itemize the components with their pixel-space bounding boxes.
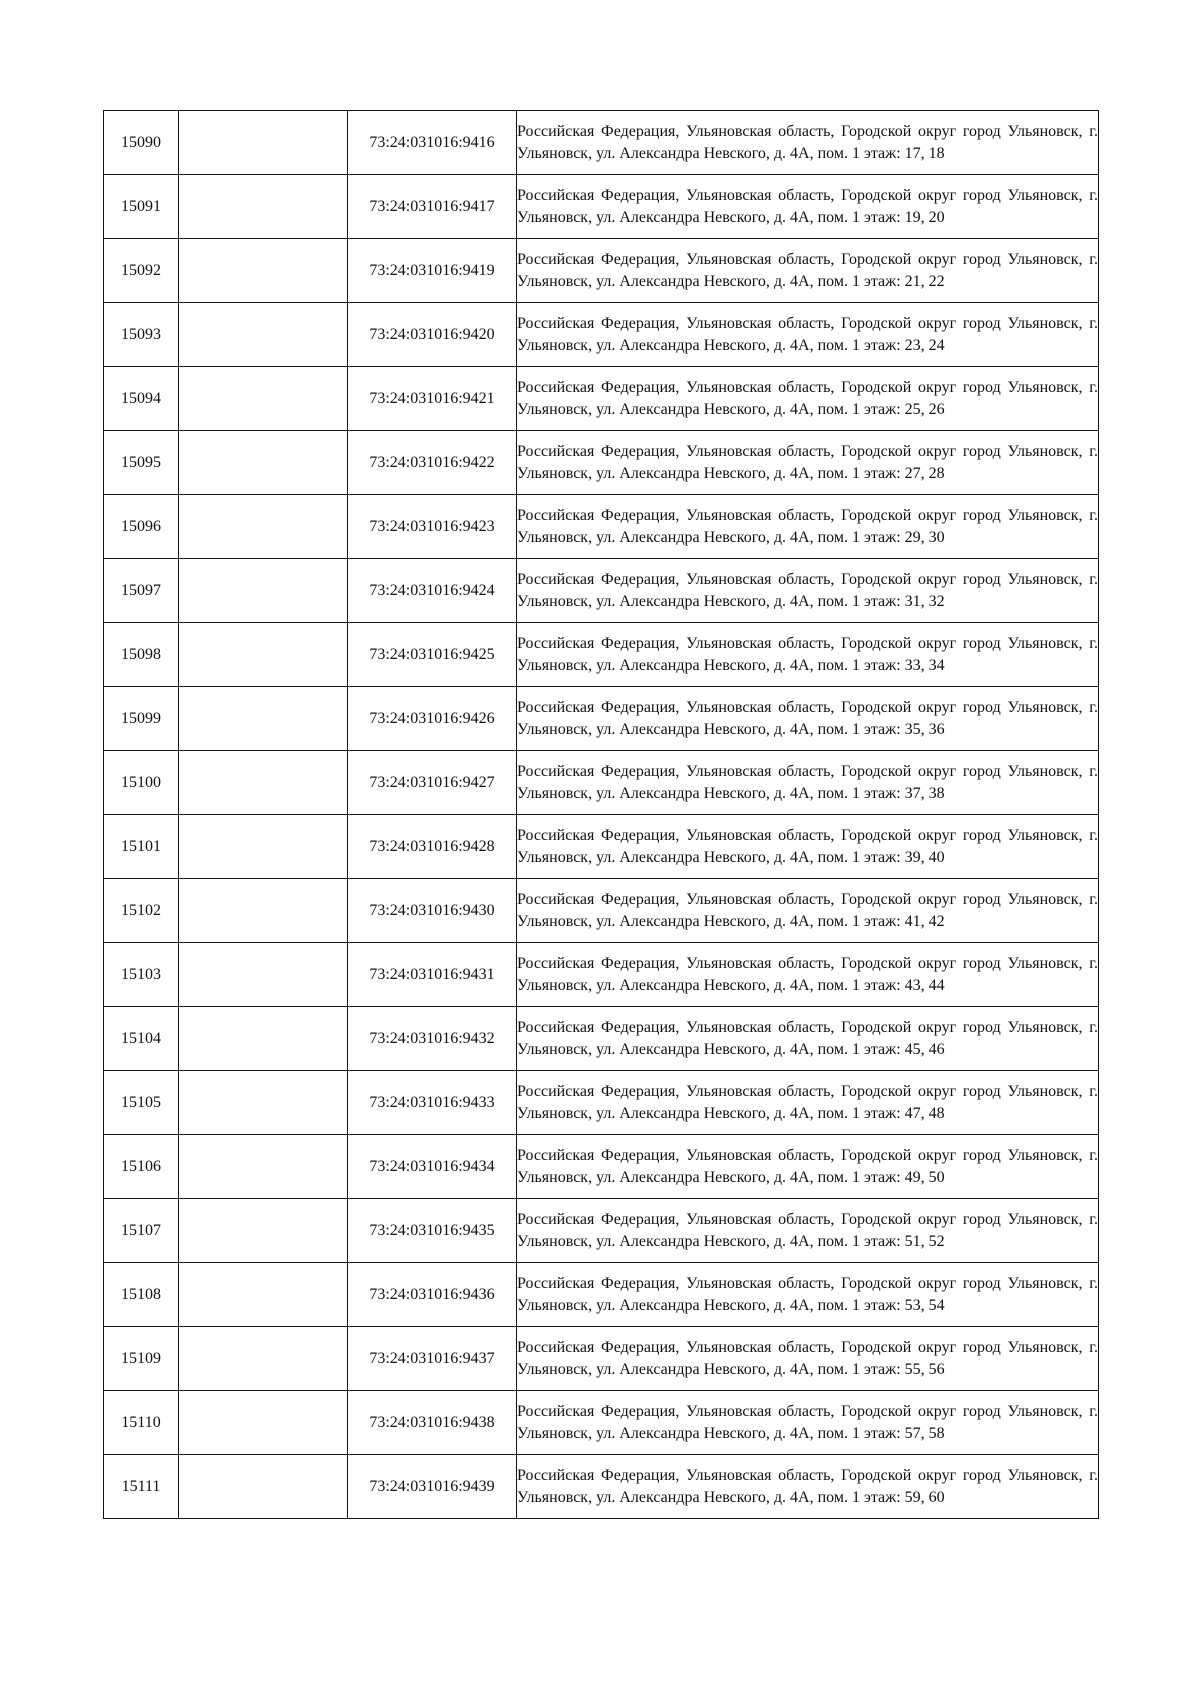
row-number: 15098 <box>104 623 179 687</box>
address: Российская Федерация, Ульяновская область, Городской округ город Ульяновск, г. Ульяновск, ул. Александра Невского, д. 4А, пом. 1 этаж: 39, 40 <box>517 815 1099 879</box>
address: Российская Федерация, Ульяновская область, Городской округ город Ульяновск, г. Ульяновск, ул. Александра Невского, д. 4А, пом. 1 этаж: 35, 36 <box>517 687 1099 751</box>
cadastral-number: 73:24:031016:9426 <box>348 687 517 751</box>
row-number: 15101 <box>104 815 179 879</box>
row-number: 15108 <box>104 1263 179 1327</box>
empty-cell <box>179 367 348 431</box>
cadastral-number: 73:24:031016:9437 <box>348 1327 517 1391</box>
row-number: 15090 <box>104 111 179 175</box>
address: Российская Федерация, Ульяновская область, Городской округ город Ульяновск, г. Ульяновск, ул. Александра Невского, д. 4А, пом. 1 этаж: 53, 54 <box>517 1263 1099 1327</box>
cadastral-number: 73:24:031016:9427 <box>348 751 517 815</box>
cadastral-number: 73:24:031016:9438 <box>348 1391 517 1455</box>
address: Российская Федерация, Ульяновская область, Городской округ город Ульяновск, г. Ульяновск, ул. Александра Невского, д. 4А, пом. 1 этаж: 45, 46 <box>517 1007 1099 1071</box>
row-number: 15096 <box>104 495 179 559</box>
empty-cell <box>179 431 348 495</box>
table-row <box>104 751 1099 815</box>
row-number: 15093 <box>104 303 179 367</box>
table-row <box>104 1071 1099 1135</box>
address: Российская Федерация, Ульяновская область, Городской округ город Ульяновск, г. Ульяновск, ул. Александра Невского, д. 4А, пом. 1 этаж: 57, 58 <box>517 1391 1099 1455</box>
cadastral-number: 73:24:031016:9419 <box>348 239 517 303</box>
empty-cell <box>179 623 348 687</box>
table-row <box>104 1455 1099 1519</box>
cadastral-number: 73:24:031016:9423 <box>348 495 517 559</box>
registry-table-body <box>104 111 1099 1519</box>
address: Российская Федерация, Ульяновская область, Городской округ город Ульяновск, г. Ульяновск, ул. Александра Невского, д. 4А, пом. 1 этаж: 23, 24 <box>517 303 1099 367</box>
table-row <box>104 623 1099 687</box>
cadastral-number: 73:24:031016:9425 <box>348 623 517 687</box>
row-number: 15102 <box>104 879 179 943</box>
address: Российская Федерация, Ульяновская область, Городской округ город Ульяновск, г. Ульяновск, ул. Александра Невского, д. 4А, пом. 1 этаж: 19, 20 <box>517 175 1099 239</box>
row-number: 15110 <box>104 1391 179 1455</box>
cadastral-number: 73:24:031016:9439 <box>348 1455 517 1519</box>
empty-cell <box>179 1391 348 1455</box>
empty-cell <box>179 751 348 815</box>
cadastral-number: 73:24:031016:9433 <box>348 1071 517 1135</box>
address: Российская Федерация, Ульяновская область, Городской округ город Ульяновск, г. Ульяновск, ул. Александра Невского, д. 4А, пом. 1 этаж: 25, 26 <box>517 367 1099 431</box>
empty-cell <box>179 559 348 623</box>
table-row <box>104 303 1099 367</box>
address: Российская Федерация, Ульяновская область, Городской округ город Ульяновск, г. Ульяновск, ул. Александра Невского, д. 4А, пом. 1 этаж: 21, 22 <box>517 239 1099 303</box>
empty-cell <box>179 495 348 559</box>
empty-cell <box>179 815 348 879</box>
empty-cell <box>179 1455 348 1519</box>
address: Российская Федерация, Ульяновская область, Городской округ город Ульяновск, г. Ульяновск, ул. Александра Невского, д. 4А, пом. 1 этаж: 29, 30 <box>517 495 1099 559</box>
empty-cell <box>179 239 348 303</box>
address: Российская Федерация, Ульяновская область, Городской округ город Ульяновск, г. Ульяновск, ул. Александра Невского, д. 4А, пом. 1 этаж: 41, 42 <box>517 879 1099 943</box>
empty-cell <box>179 1327 348 1391</box>
cadastral-number: 73:24:031016:9416 <box>348 111 517 175</box>
row-number: 15105 <box>104 1071 179 1135</box>
address: Российская Федерация, Ульяновская область, Городской округ город Ульяновск, г. Ульяновск, ул. Александра Невского, д. 4А, пом. 1 этаж: 55, 56 <box>517 1327 1099 1391</box>
row-number: 15097 <box>104 559 179 623</box>
empty-cell <box>179 175 348 239</box>
property-registry-table <box>103 110 1099 1519</box>
table-row <box>104 111 1099 175</box>
row-number: 15094 <box>104 367 179 431</box>
address: Российская Федерация, Ульяновская область, Городской округ город Ульяновск, г. Ульяновск, ул. Александра Невского, д. 4А, пом. 1 этаж: 27, 28 <box>517 431 1099 495</box>
address: Российская Федерация, Ульяновская область, Городской округ город Ульяновск, г. Ульяновск, ул. Александра Невского, д. 4А, пом. 1 этаж: 47, 48 <box>517 1071 1099 1135</box>
table-row <box>104 431 1099 495</box>
cadastral-number: 73:24:031016:9424 <box>348 559 517 623</box>
address: Российская Федерация, Ульяновская область, Городской округ город Ульяновск, г. Ульяновск, ул. Александра Невского, д. 4А, пом. 1 этаж: 59, 60 <box>517 1455 1099 1519</box>
address: Российская Федерация, Ульяновская область, Городской округ город Ульяновск, г. Ульяновск, ул. Александра Невского, д. 4А, пом. 1 этаж: 51, 52 <box>517 1199 1099 1263</box>
cadastral-number: 73:24:031016:9436 <box>348 1263 517 1327</box>
empty-cell <box>179 1263 348 1327</box>
empty-cell <box>179 1007 348 1071</box>
address: Российская Федерация, Ульяновская область, Городской округ город Ульяновск, г. Ульяновск, ул. Александра Невского, д. 4А, пом. 1 этаж: 17, 18 <box>517 111 1099 175</box>
table-row <box>104 943 1099 1007</box>
cadastral-number: 73:24:031016:9421 <box>348 367 517 431</box>
table-row <box>104 175 1099 239</box>
row-number: 15111 <box>104 1455 179 1519</box>
row-number: 15099 <box>104 687 179 751</box>
cadastral-number: 73:24:031016:9417 <box>348 175 517 239</box>
table-row <box>104 495 1099 559</box>
table-row <box>104 559 1099 623</box>
address: Российская Федерация, Ульяновская область, Городской округ город Ульяновск, г. Ульяновск, ул. Александра Невского, д. 4А, пом. 1 этаж: 31, 32 <box>517 559 1099 623</box>
row-number: 15100 <box>104 751 179 815</box>
empty-cell <box>179 943 348 1007</box>
address: Российская Федерация, Ульяновская область, Городской округ город Ульяновск, г. Ульяновск, ул. Александра Невского, д. 4А, пом. 1 этаж: 33, 34 <box>517 623 1099 687</box>
table-row <box>104 1263 1099 1327</box>
table-row <box>104 1327 1099 1391</box>
address: Российская Федерация, Ульяновская область, Городской округ город Ульяновск, г. Ульяновск, ул. Александра Невского, д. 4А, пом. 1 этаж: 49, 50 <box>517 1135 1099 1199</box>
table-row <box>104 1007 1099 1071</box>
empty-cell <box>179 879 348 943</box>
table-row <box>104 1391 1099 1455</box>
table-row <box>104 815 1099 879</box>
empty-cell <box>179 111 348 175</box>
row-number: 15104 <box>104 1007 179 1071</box>
table-row <box>104 1135 1099 1199</box>
empty-cell <box>179 1199 348 1263</box>
address: Российская Федерация, Ульяновская область, Городской округ город Ульяновск, г. Ульяновск, ул. Александра Невского, д. 4А, пом. 1 этаж: 43, 44 <box>517 943 1099 1007</box>
row-number: 15091 <box>104 175 179 239</box>
table-row <box>104 239 1099 303</box>
empty-cell <box>179 1071 348 1135</box>
table-row <box>104 1199 1099 1263</box>
cadastral-number: 73:24:031016:9431 <box>348 943 517 1007</box>
row-number: 15106 <box>104 1135 179 1199</box>
row-number: 15107 <box>104 1199 179 1263</box>
row-number: 15103 <box>104 943 179 1007</box>
row-number: 15109 <box>104 1327 179 1391</box>
table-row <box>104 687 1099 751</box>
cadastral-number: 73:24:031016:9432 <box>348 1007 517 1071</box>
cadastral-number: 73:24:031016:9422 <box>348 431 517 495</box>
empty-cell <box>179 303 348 367</box>
cadastral-number: 73:24:031016:9430 <box>348 879 517 943</box>
cadastral-number: 73:24:031016:9434 <box>348 1135 517 1199</box>
row-number: 15095 <box>104 431 179 495</box>
cadastral-number: 73:24:031016:9420 <box>348 303 517 367</box>
cadastral-number: 73:24:031016:9428 <box>348 815 517 879</box>
address: Российская Федерация, Ульяновская область, Городской округ город Ульяновск, г. Ульяновск, ул. Александра Невского, д. 4А, пом. 1 этаж: 37, 38 <box>517 751 1099 815</box>
table-row <box>104 879 1099 943</box>
table-row <box>104 367 1099 431</box>
empty-cell <box>179 687 348 751</box>
cadastral-number: 73:24:031016:9435 <box>348 1199 517 1263</box>
row-number: 15092 <box>104 239 179 303</box>
empty-cell <box>179 1135 348 1199</box>
